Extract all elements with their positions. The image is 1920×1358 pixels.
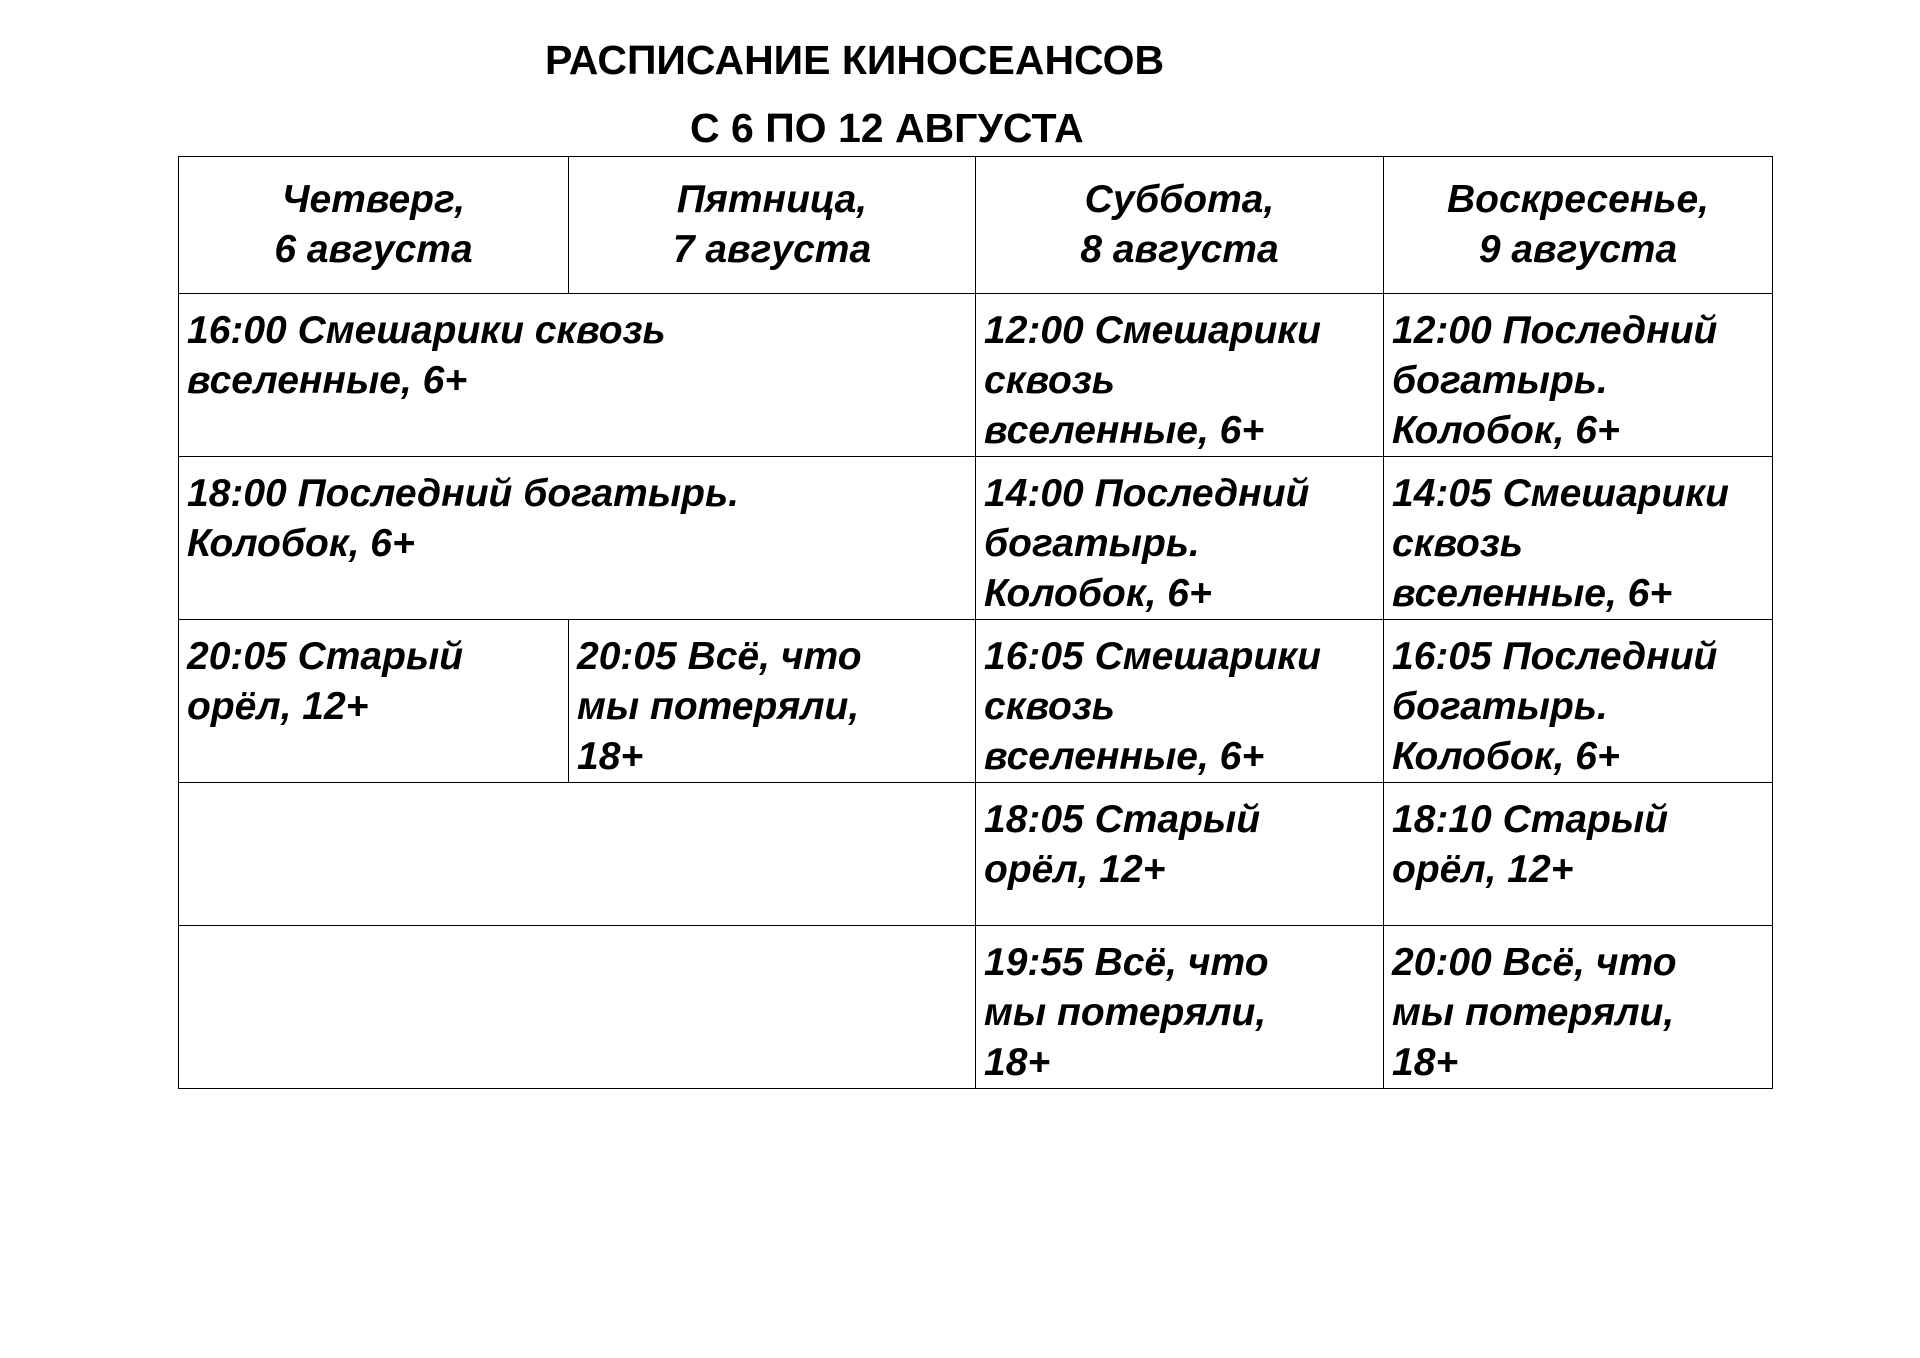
table-row: [179, 926, 1773, 1089]
table-row: [179, 620, 1773, 783]
session-cell-thu-fri: 16:00 Смешарики сквозь вселенные, 6+: [179, 294, 976, 457]
title-line-1: РАСПИСАНИЕ КИНОСЕАНСОВ: [545, 37, 1165, 83]
session-cell-sat: 19:55 Всё, что мы потеряли, 18+: [976, 926, 1384, 1089]
session-cell-sat: 12:00 Смешарики сквозь вселенные, 6+: [976, 294, 1384, 457]
header-thursday: Четверг, 6 августа: [179, 157, 569, 294]
session-cell-sun: 20:00 Всё, что мы потеряли, 18+: [1384, 926, 1773, 1089]
session-cell-fri: 20:05 Всё, что мы потеряли, 18+: [569, 620, 976, 783]
title-line-2: С 6 ПО 12 АВГУСТА: [690, 105, 1084, 151]
session-cell-sat: 14:00 Последний богатырь. Колобок, 6+: [976, 457, 1384, 620]
session-cell-thu-fri: [179, 926, 976, 1089]
session-cell-sun: 14:05 Смешарики сквозь вселенные, 6+: [1384, 457, 1773, 620]
session-cell-thu: 20:05 Старый орёл, 12+: [179, 620, 569, 783]
session-cell-sun: 16:05 Последний богатырь. Колобок, 6+: [1384, 620, 1773, 783]
session-cell-thu-fri: [179, 783, 976, 926]
session-cell-sun: 12:00 Последний богатырь. Колобок, 6+: [1384, 294, 1773, 457]
header-sunday: Воскресенье, 9 августа: [1384, 157, 1773, 294]
session-cell-sat: 16:05 Смешарики сквозь вселенные, 6+: [976, 620, 1384, 783]
table-row: [179, 783, 1773, 926]
session-cell-sun: 18:10 Старый орёл, 12+: [1384, 783, 1773, 926]
session-cell-sat: 18:05 Старый орёл, 12+: [976, 783, 1384, 926]
table-header-row: [179, 157, 1773, 294]
header-friday: Пятница, 7 августа: [569, 157, 976, 294]
table-row: [179, 294, 1773, 457]
schedule-table: [178, 156, 1773, 1089]
header-saturday: Суббота, 8 августа: [976, 157, 1384, 294]
session-cell-thu-fri: 18:00 Последний богатырь. Колобок, 6+: [179, 457, 976, 620]
table-row: [179, 457, 1773, 620]
